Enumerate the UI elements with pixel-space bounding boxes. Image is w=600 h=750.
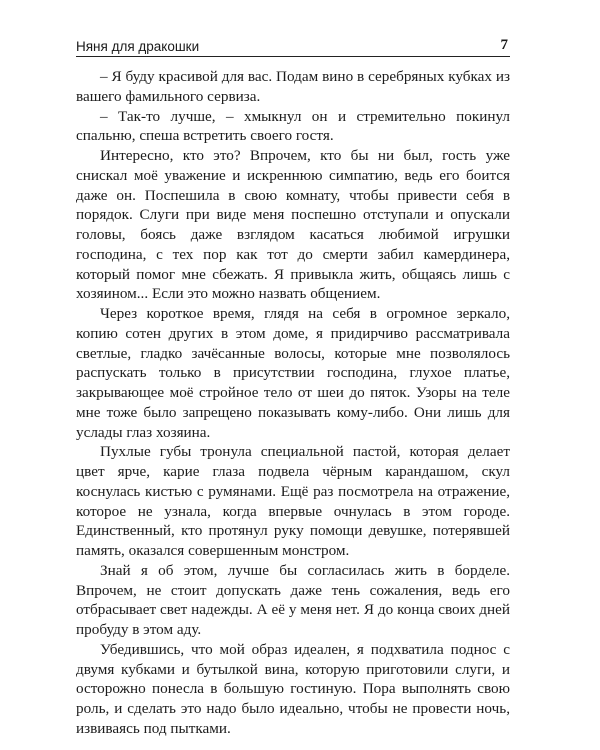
paragraph: – Так-то лучше, – хмыкнул он и стремительно покинул спальню, спеша встретить своего гостя. bbox=[76, 107, 510, 145]
page-number: 7 bbox=[500, 37, 508, 53]
paragraph: Интересно, кто это? Впрочем, кто бы ни был, гость уже снискал моё уважение и искреннюю симпатию, ведь его боится даже он. Поспешила в свою комнату, чтобы привести себя в порядок. Слуги при виде меня поспешно отступали и опускали головы, боясь даже взглядом касаться любимой игрушки господина, с тех пор как тот до смерти забил камердинера, который помог мне сбежать. Я привыкла жить, общаясь лишь с хозяином... Если это можно назвать общением. bbox=[76, 147, 510, 303]
book-page bbox=[76, 32, 510, 739]
paragraph: Знай я об этом, лучше бы согласилась жить в борделе. Впрочем, не стоит допускать даже тень сожаления, ведь его отбрасывает свет надежды. А её у меня нет. Я до конца своих дней пробуду в этом аду. bbox=[76, 561, 510, 638]
paragraph: Убедившись, что мой образ идеален, я подхватила поднос с двумя кубками и бутылкой вина, которую приготовили слуги, и осторожно понесла в большую гостиную. Пора выполнять свою роль, и сделать это надо было идеально, чтобы не провести ночь, извиваясь под пытками. bbox=[76, 640, 510, 737]
paragraph: – Я буду красивой для вас. Подам вино в серебряных кубках из вашего фамильного сервиза. bbox=[76, 68, 510, 105]
paragraph: Пухлые губы тронула специальной пастой, которая делает цвет ярче, карие глаза подвела чёрным карандашом, скул коснулась кистью с румянами. Ещё раз посмотрела на отражение, которое не узнала, когда впервые очнулась в этом городе. Единственный, кто протянул руку помощи девушке, потерявшей память, оказался совершенным монстром. bbox=[76, 443, 510, 559]
running-header bbox=[76, 32, 510, 57]
page-body bbox=[76, 67, 510, 739]
book-title: Няня для дракошки bbox=[76, 39, 200, 54]
paragraph: Через короткое время, глядя на себя в огромное зеркало, копию сотен других в этом доме, я придирчиво рассматривала светлые, гладко зачёсанные волосы, которые мне позволялось распускать только в присутствии господина, глухое платье, закрывающее моё стройное тело от шеи до пяток. Узоры на теле мне тоже было запрещено показывать кому-либо. Они лишь для услады глаз хозяина. bbox=[76, 305, 510, 441]
